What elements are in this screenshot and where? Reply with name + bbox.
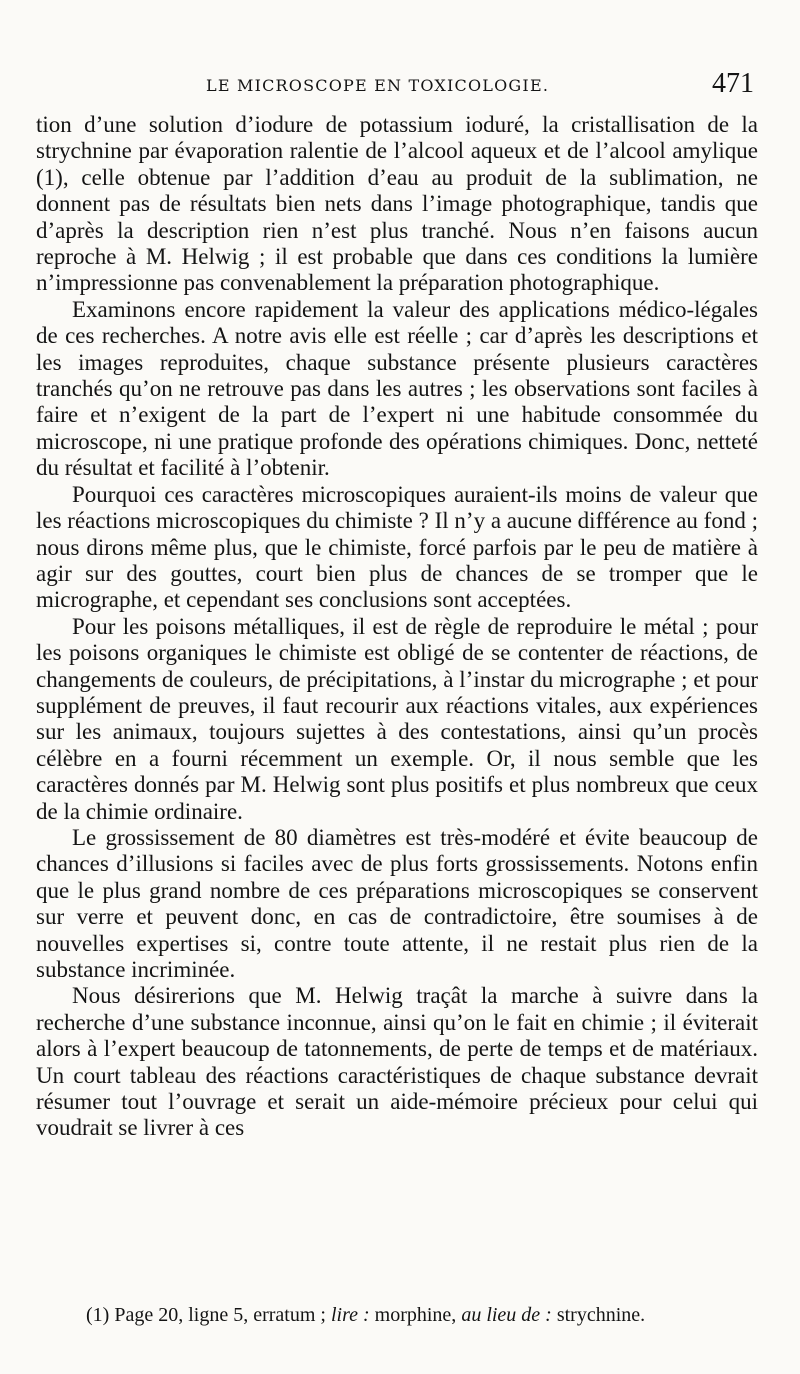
paragraph: Pourquoi ces caractères microscopiques auraient-ils moins de valeur que les réactions microscopiques du chimiste ? Il n’y a aucune différence au fond ; nous dirons même plus, que le chimiste, forcé parfois par le peu de matière à agir sur des gouttes, court bien plus de chances de se tromper que le micrographe, et cependant ses conclusions sont acceptées. <box>36 481 758 613</box>
footnote-reference: Page 20, ligne 5, erratum ; <box>114 1304 326 1326</box>
page-number: 471 <box>712 68 754 99</box>
paragraph: Pour les poisons métalliques, il est de règle de reproduire le métal ; pour les poisons organiques le chimiste est obligé de se contenter de réactions, de changements de couleurs, de précipitations, à l’instar du micrographe ; et pour supplément de preuves, il faut recourir aux réactions vitales, aux expériences sur les animaux, toujours sujettes à des contestations, ainsi qu’un procès célèbre en a fourni récemment un exemple. Or, il nous semble que les caractères donnés par M. Helwig sont plus positifs et plus nombreux que ceux de la chimie ordinaire. <box>36 613 758 824</box>
footnote-au-lieu: au lieu de : <box>461 1304 552 1326</box>
paragraph: Examinons encore rapidement la valeur des applications médico-légales de ces recherches. A notre avis elle est réelle ; car d’après les descriptions et les images reproduites, chaque substance présente plusieurs caractères tranchés qu’on ne retrouve pas dans les autres ; les observations sont faciles à faire et n’exigent de la part de l’expert ni une habitude consommée du microscope, ni une pratique profonde des opérations chimiques. Donc, netteté du résultat et facilité à l’obtenir. <box>36 296 758 481</box>
footnote-wrong-word: strychnine. <box>556 1304 646 1326</box>
footnote-correct-word: morphine, <box>374 1304 457 1326</box>
body-text <box>36 112 758 1142</box>
paragraph: tion d’une solution d’iodure de potassium ioduré, la cristallisation de la strychnine par évaporation ralentie de l’alcool aqueux et de l’alcool amylique (1), celle obtenue par l’addition d’eau au produit de la sublimation, ne donnent pas de résultats bien nets dans l’image photographique, tandis que d’après la description rien n’est plus tranché. Nous n’en faisons aucun reproche à M. Helwig ; il est probable que dans ces conditions la lumière n’impressionne pas convenablement la préparation photographique. <box>36 112 758 296</box>
paragraph: Le grossissement de 80 diamètres est très-modéré et évite beaucoup de chances d’illusions si faciles avec de plus forts grossissements. Notons enfin que le plus grand nombre de ces préparations microscopiques se conservent sur verre et peuvent donc, en cas de contradictoire, être soumises à de nouvelles expertises si, contre toute attente, il ne restait plus rien de la substance incriminée. <box>36 824 758 982</box>
footnote <box>86 1302 758 1328</box>
running-title: LE MICROSCOPE EN TOXICOLOGIE. <box>206 76 550 95</box>
page-header <box>36 68 758 102</box>
paragraph: Nous désirerions que M. Helwig traçât la marche à suivre dans la recherche d’une substance inconnue, ainsi qu’on le fait en chimie ; il éviterait alors à l’expert beaucoup de tatonnements, de perte de temps et de matériaux. Un court tableau des réactions caractéristiques de chaque substance devrait résumer tout l’ouvrage et serait un aide-mémoire précieux pour celui qui voudrait se livrer à ces <box>36 983 758 1141</box>
footnote-lire: lire : <box>330 1304 370 1326</box>
footnote-marker: (1) <box>86 1304 110 1326</box>
